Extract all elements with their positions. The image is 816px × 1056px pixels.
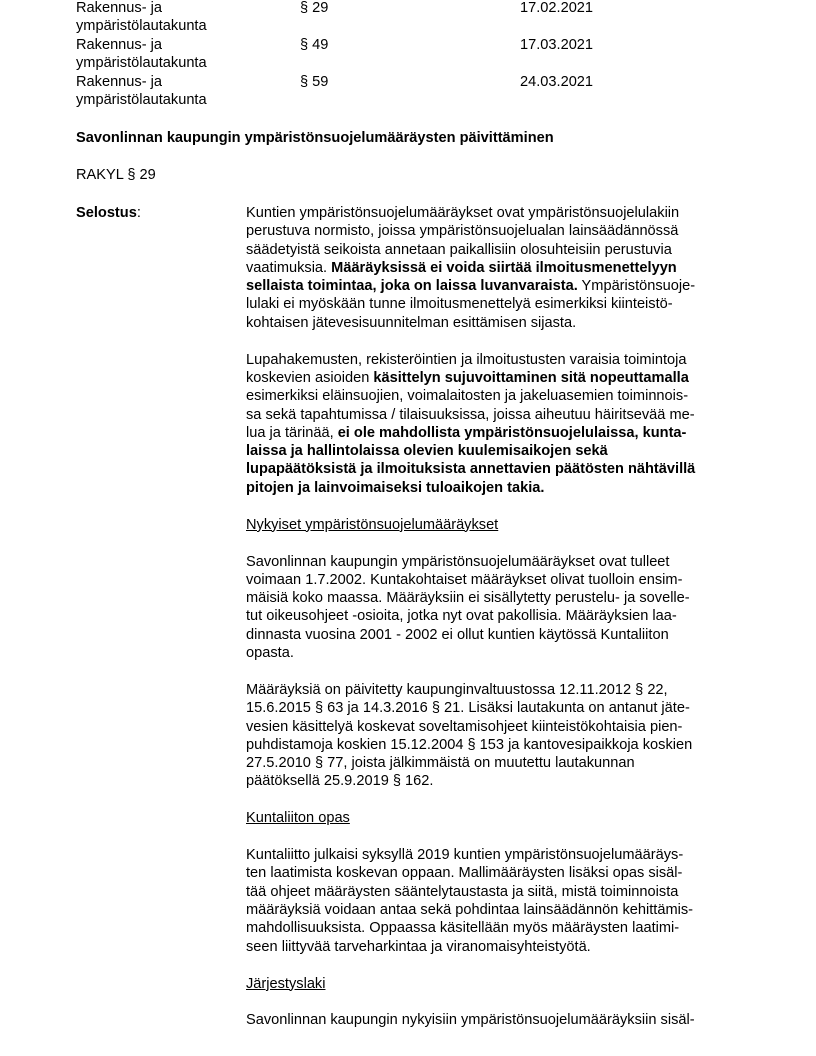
history-body-line: ympäristölautakunta	[76, 92, 207, 109]
text: määräyksiä voidaan antaa sekä pohdintaa lainsäädännön kehittämis-	[246, 902, 694, 919]
text: Savonlinnan kaupungin nykyisiin ympäristönsuojelumääräyksiin sisäl-	[246, 1012, 695, 1029]
text: dinnasta vuosina 2001 - 2002 ei ollut kuntien käytössä Kuntaliiton	[246, 626, 669, 643]
history-body	[76, 36, 276, 73]
text-line	[246, 259, 746, 277]
text-line	[246, 442, 746, 460]
text: voimaan 1.7.2002. Kuntakohtaiset määräykset olivat tuolloin ensim-	[246, 571, 683, 588]
text-line	[246, 883, 746, 901]
history-row	[76, 73, 736, 111]
text: tut oikeusohjeet -osioita, jotka nyt ovat pakollisia. Määräyksien laa-	[246, 608, 677, 625]
text: puhdistamoja koskien 15.12.2004 § 153 ja kantovesipaikkoja koskien	[246, 736, 693, 753]
bold-text: käsittelyn sujuvoittaminen sitä nopeuttamalla	[373, 369, 689, 386]
history-body-line: ympäristölautakunta	[76, 55, 207, 72]
text: Savonlinnan kaupungin ympäristönsuojelumääräykset ovat tulleet	[246, 553, 670, 570]
text: koskevien asioiden	[246, 369, 374, 386]
bold-text: pitojen ja lainvoimaiseksi tuloaikojen takia.	[246, 479, 545, 496]
text-line	[246, 553, 746, 571]
subheading: Kuntaliiton opas	[246, 810, 350, 827]
section-reference: RAKYL § 29	[76, 167, 156, 183]
text-line	[246, 204, 746, 222]
paragraph	[246, 846, 746, 956]
text-line	[246, 1011, 746, 1029]
history-body	[76, 73, 276, 110]
paragraph	[246, 204, 746, 332]
text-line	[246, 718, 746, 736]
bold-text: ei ole mahdollista ympäristönsuojelulaissa, kunta-	[337, 424, 687, 441]
text-line	[246, 626, 746, 644]
history-row	[76, 36, 736, 74]
text-line	[246, 295, 746, 313]
history-body-line: ympäristölautakunta	[76, 18, 207, 35]
text-line	[246, 241, 746, 259]
text: ten laatimista koskevan oppaan. Mallimääräysten lisäksi opas sisäl-	[246, 865, 683, 882]
paragraph	[246, 1011, 746, 1029]
bold-text: laissa ja hallintolaissa olevien kuulemisaikojen sekä	[246, 443, 608, 460]
text: Ympäristönsuoje-	[577, 278, 696, 295]
text-line	[246, 901, 746, 919]
text: kohtaisen jätevesisuunnitelman esittämisen sijasta.	[246, 314, 577, 331]
history-date: 17.02.2021	[520, 0, 594, 16]
text-line	[246, 864, 746, 882]
bold-text: Määräyksissä ei voida siirtää ilmoitusmenettelyyn	[331, 259, 677, 276]
paragraph	[246, 681, 746, 791]
text-line	[246, 571, 746, 589]
text-line	[246, 351, 746, 369]
text: Määräyksiä on päivitetty kaupunginvaltuustossa 12.11.2012 § 22,	[246, 681, 668, 698]
text-line	[246, 387, 746, 405]
text-line	[246, 369, 746, 387]
history-body-line: Rakennus- ja	[76, 37, 162, 53]
text-line	[246, 919, 746, 937]
text-line	[246, 644, 746, 662]
text-line	[246, 607, 746, 625]
selostus-body	[246, 204, 746, 1048]
bold-text: sellaista toimintaa, joka on laissa luvanvaraista.	[246, 278, 578, 295]
text-line	[246, 736, 746, 754]
text-line	[246, 479, 746, 497]
text-line	[246, 754, 746, 772]
text-line	[246, 406, 746, 424]
history-section: § 29	[300, 0, 329, 16]
paragraph	[246, 351, 746, 497]
selostus-label-text: Selostus	[76, 205, 137, 221]
text-line	[246, 681, 746, 699]
text-line	[246, 699, 746, 717]
selostus-label-colon: :	[136, 205, 141, 221]
text: esimerkiksi eläinsuojien, voimalaitosten ja jakeluasemien toiminnois-	[246, 388, 689, 405]
text: säädetyistä seikoista annetaan paikallisiin olosuhteisiin perustuvia	[246, 241, 672, 258]
text: Lupahakemusten, rekisteröintien ja ilmoitustusten varaisia toimintoja	[246, 351, 687, 368]
selostus-label	[76, 204, 141, 222]
history-section: § 59	[300, 74, 329, 90]
page-title: Savonlinnan kaupungin ympäristönsuojelumääräysten päivittäminen	[76, 130, 554, 146]
text: 15.6.2015 § 63 ja 14.3.2016 § 21. Lisäksi lautakunta on antanut jäte-	[246, 700, 690, 717]
history-date: 24.03.2021	[520, 74, 594, 90]
text: sa sekä tapahtumissa / tilaisuuksissa, joissa aiheutuu häiritsevää me-	[246, 406, 695, 423]
paragraph	[246, 553, 746, 663]
text: seen liittyvää tarveharkintaa ja viranomaisyhteistyötä.	[246, 938, 591, 955]
text: lulaki ei myöskään tunne ilmoitusmenettelyä esimerkiksi kiinteistö-	[246, 296, 673, 313]
text-line	[246, 314, 746, 332]
text: mäisiä koko maassa. Määräyksiin ei sisällytetty perustelu- ja sovelle-	[246, 590, 690, 607]
text-line	[246, 846, 746, 864]
text-line	[246, 222, 746, 240]
history-body-line: Rakennus- ja	[76, 74, 162, 90]
text: Kuntien ympäristönsuojelumääräykset ovat ympäristönsuojelulakiin	[246, 205, 680, 221]
text-line	[246, 424, 746, 442]
text: opasta.	[246, 645, 294, 662]
text: 27.5.2010 § 77, joista jälkimmäistä on muutettu lautakunnan	[246, 755, 635, 772]
text-line	[246, 589, 746, 607]
text: päätöksellä 25.9.2019 § 162.	[246, 773, 434, 790]
text: vesien käsittelyä koskevat soveltamisohjeet kiinteistökohtaisia pien-	[246, 718, 683, 735]
subheading: Nykyiset ympäristönsuojelumääräykset	[246, 516, 499, 533]
text: lua ja tärinää,	[246, 424, 338, 441]
history-row	[76, 0, 736, 37]
text: perustuva normisto, joissa ympäristönsuojelualan lainsäädännössä	[246, 223, 679, 240]
history-section: § 49	[300, 37, 329, 53]
text: mahdollisuuksista. Oppaassa käsitellään myös määräysten laatimi-	[246, 920, 680, 937]
text-line	[246, 277, 746, 295]
history-body-line: Rakennus- ja	[76, 0, 162, 16]
history-body	[76, 0, 276, 36]
text: vaatimuksia.	[246, 259, 332, 276]
text-line	[246, 460, 746, 478]
bold-text: lupapäätöksistä ja ilmoituksista annettavien päätösten nähtävillä	[246, 461, 696, 478]
text: tää ohjeet määräysten sääntelytaustasta ja siitä, mistä toiminnoista	[246, 883, 679, 900]
text-line	[246, 772, 746, 790]
history-date: 17.03.2021	[520, 37, 594, 53]
subheading: Järjestyslaki	[246, 975, 326, 992]
text-line	[246, 938, 746, 956]
text: Kuntaliitto julkaisi syksyllä 2019 kuntien ympäristönsuojelumääräys-	[246, 847, 684, 864]
